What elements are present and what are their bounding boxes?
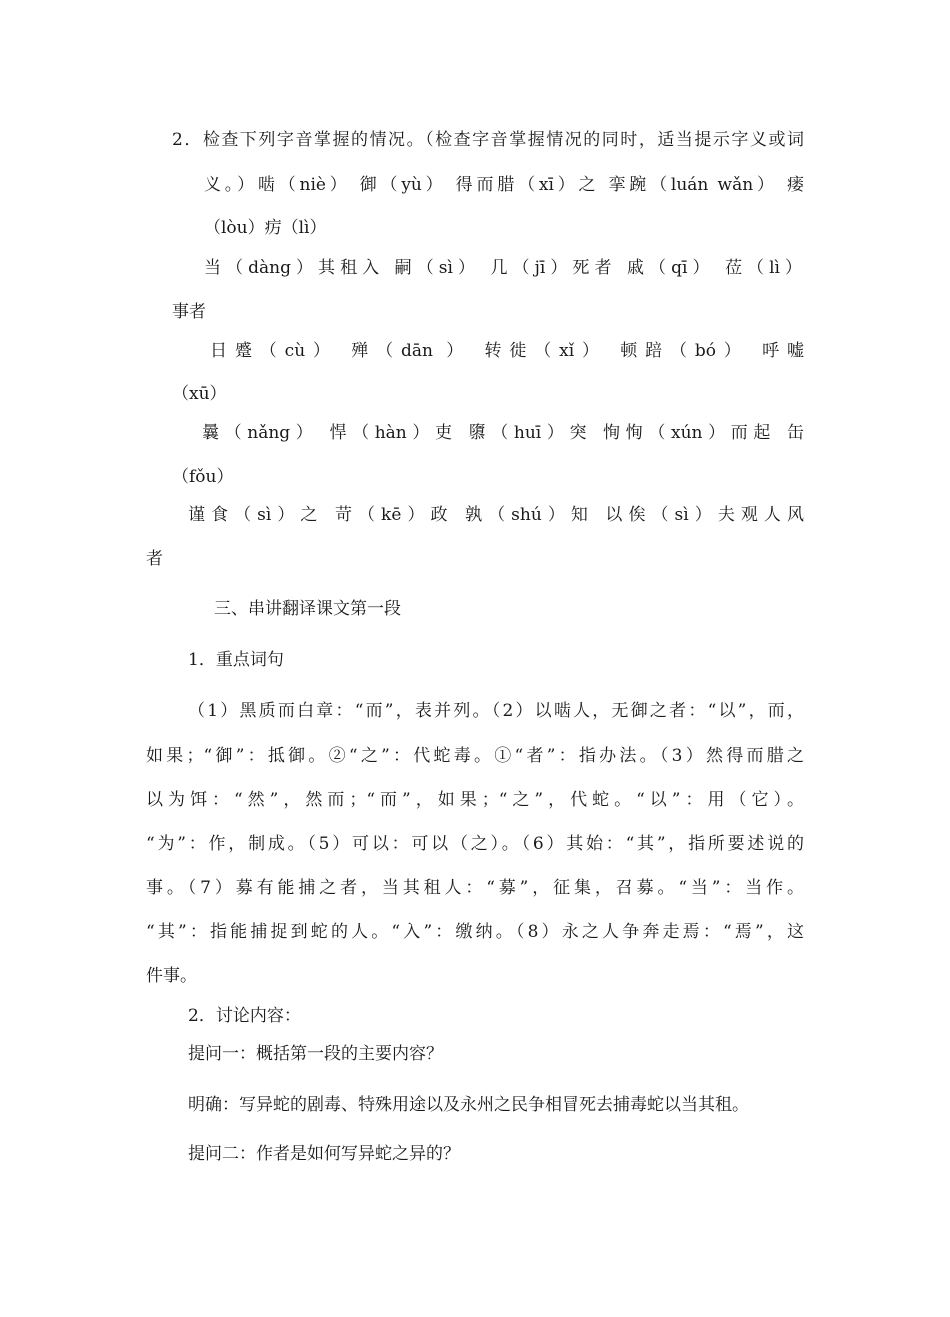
text-line: 件事。 [146, 966, 197, 986]
text-line: “为”：作，制成。（5）可以：可以（之）。（6）其始：“其”，指所要述说的 [146, 834, 804, 854]
text-line: 曩（nǎng） 悍（hàn）吏 隳（huī）突 恂恂（xún）而起 缶 [202, 423, 804, 443]
text-line: （lòu）疠（lì） [204, 218, 327, 238]
text-line: 日蹙（cù） 殚（dān ） 转徙（xǐ） 顿踣（bó） 呼嘘 [210, 341, 804, 361]
question-line: 提问二：作者是如何写异蛇之异的？ [188, 1144, 460, 1164]
section-heading: 三、串讲翻译课文第一段 [214, 599, 401, 619]
subheading: 1．重点词句 [188, 650, 284, 670]
answer-line: 明确：写异蛇的剧毒、特殊用途以及永州之民争相冒死去捕毒蛇以当其租。 [188, 1095, 749, 1115]
text-line: 以为饵：“然”，然而；“而”，如果；“之”，代蛇。“以”：用（它）。 [146, 790, 804, 810]
text-line: 事者 [172, 302, 206, 322]
text-line: 2．检查下列字音掌握的情况。（检查字音掌握情况的同时，适当提示字义或词 [172, 130, 804, 150]
text-line: 义。）啮（niè） 御（yù） 得而腊（xī）之 挛踠（luán wǎn） 瘘 [204, 175, 804, 195]
question-line: 提问一：概括第一段的主要内容？ [188, 1044, 443, 1064]
text-line: 事。（7）募有能捕之者，当其租人：“募”，征集，召募。“当”：当作。 [146, 878, 804, 898]
text-line: 如果；“御”：抵御。②“之”：代蛇毒。①“者”：指办法。（3）然得而腊之 [146, 746, 804, 766]
text-line: （xū） [172, 384, 227, 404]
text-line: 者 [146, 549, 163, 569]
text-line: （1）黑质而白章：“而”，表并列。（2）以啮人，无御之者：“以”，而， [188, 701, 804, 721]
text-line: （fǒu） [172, 467, 234, 487]
text-line: “其”：指能捕捉到蛇的人。“入”：缴纳。（8）永之人争奔走焉：“焉”，这 [146, 922, 804, 942]
text-line: 当（dàng）其租入 嗣（sì） 几（jī）死者 戚（qī） 莅（lì） [204, 258, 802, 278]
text-line: 谨食（sì）之 苛（kē）政 孰（shú）知 以俟（sì）夫观人风 [188, 505, 804, 525]
subheading: 2．讨论内容： [188, 1006, 301, 1026]
